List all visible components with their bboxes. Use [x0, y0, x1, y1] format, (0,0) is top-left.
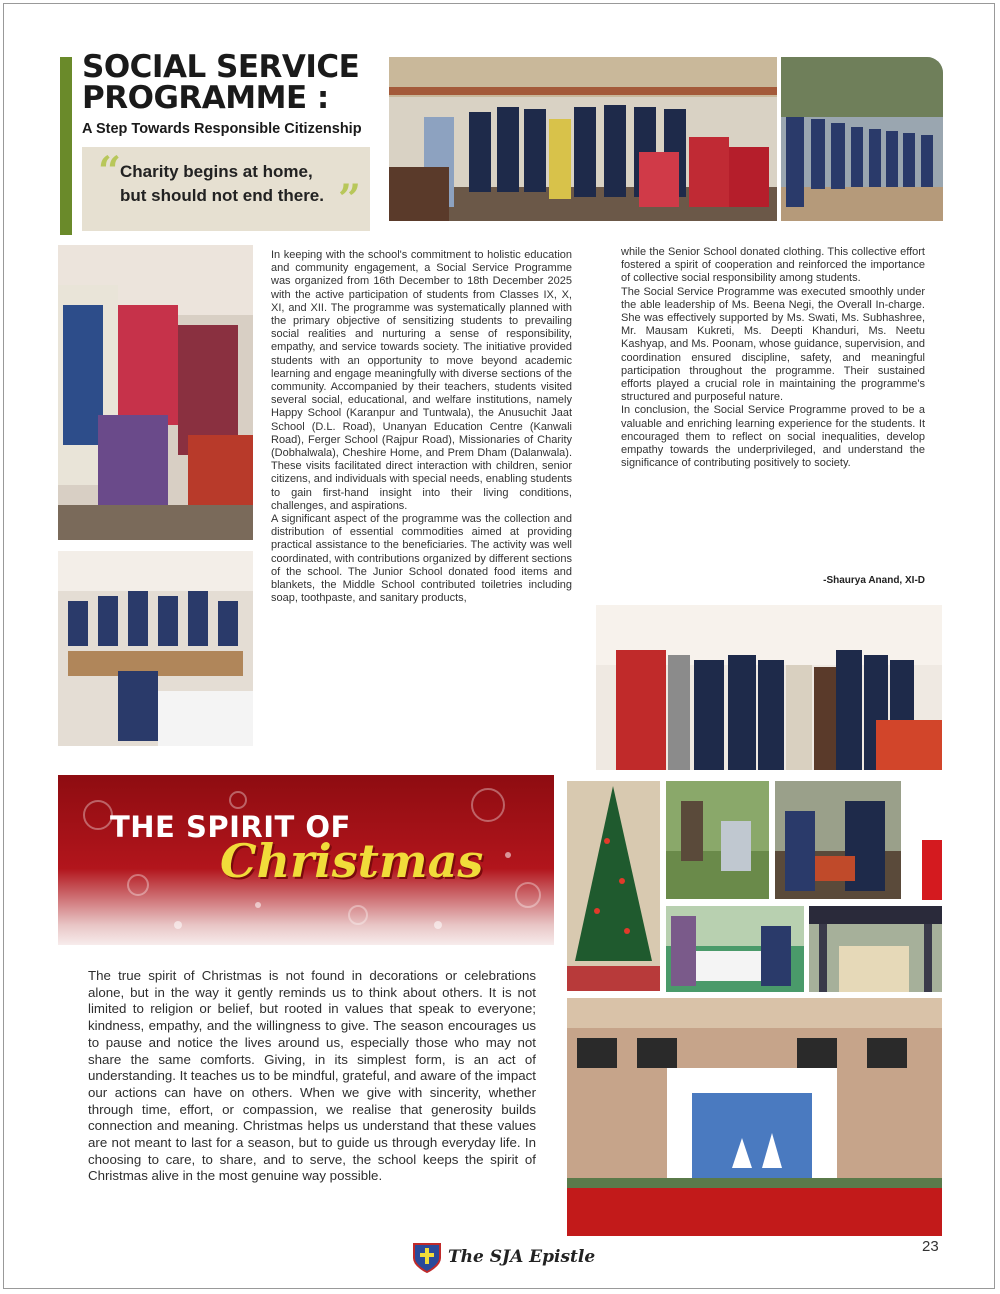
photo-decorated-gazebo: [809, 906, 942, 992]
article-column-left: [271, 249, 572, 605]
pull-quote: [120, 160, 365, 208]
page-number: 23: [922, 1238, 939, 1255]
accent-bar: [60, 57, 72, 235]
photo-classroom-students: [58, 551, 253, 746]
photo-students-crafting: [666, 781, 769, 899]
page-title: [82, 49, 382, 116]
title-line-2: PROGRAMME :: [82, 80, 329, 116]
photo-decorating-outdoors: [775, 781, 901, 899]
author-byline: -Shaurya Anand, XI-D: [823, 575, 925, 586]
photo-christmas-tree: [567, 781, 660, 991]
page-subtitle: A Step Towards Responsible Citizenship: [82, 121, 362, 137]
photo-group-with-teachers: [596, 605, 942, 770]
article-column-right: [621, 246, 925, 470]
article-paragraph: In keeping with the school's commitment to holistic education and community engagement, a Social Service Programme was organized from 16th December to 18th December 2025 with the active participation of students from Classes IX, X, XI, and XII. The programme was systematically planned with the primary objective of sensitizing students to prevailing social realities and nurturing a sense of responsibility, empathy, and service towards society. The initiative provided students with an opportunity to move beyond academic learning and engage meaningfully with diverse sections of the community. Accompanied by their teachers, students visited several social, educational, and welfare institutions, namely Happy School (Karanpur and Tuntwala), the Anusuchit Jaat School (D.L. Road), Unanyan Education Centre (Kanwali Road), Ferger School (Rajpur Road), Missionaries of Charity (Dobhalwala), Cheshire Home, and Prem Dham (Dalanwala). These visits facilitated direct interaction with children, senior citizens, and individuals with special needs, enabling students to gain first-hand insight into their living conditions, challenges, and aspirations.: [271, 249, 572, 512]
photo-group-with-elderly: [389, 57, 777, 221]
photo-visit-elderly-home: [58, 245, 253, 540]
title-line-1: SOCIAL SERVICE: [82, 49, 360, 85]
school-crest-icon: [410, 1240, 444, 1274]
photo-nativity-scene: [567, 998, 942, 1236]
article-paragraph: In conclusion, the Social Service Programme proved to be a valuable and enriching learning experience for the students. It encouraged them to reflect on social inequalities, develop empathy towards the underprivileged, and understand the significance of contributing positively to society.: [621, 404, 925, 470]
accent-tab: [922, 840, 942, 900]
quote-line-1: Charity begins at home,: [120, 162, 313, 181]
christmas-title-line-1: THE SPIRIT OF: [110, 810, 351, 844]
article-paragraph: A significant aspect of the programme was the collection and distribution of essential commodities aimed at providing practical assistance to the beneficiaries. The activity was well coordinated, with contributions organized by different sections of the school. The Junior School donated food items and blankets, the Middle School contributed toiletries including soap, toothpaste, and sanitary products,: [271, 513, 572, 605]
quote-open-icon: “: [98, 148, 122, 195]
christmas-title-line-2: Christmas: [220, 834, 484, 888]
article-paragraph: while the Senior School donated clothing. This collective effort fostered a spirit of cooperation and reinforced the importance of collective social responsibility among students.: [621, 246, 925, 285]
article-paragraph: The Social Service Programme was executed smoothly under the able leadership of Ms. Beena Negi, the Overall In-charge. She was effectively supported by Ms. Swati, Ms. Subhashree, Mr. Mausam Kukreti, Ms. Deepti Khanduri, Ms. Neetu Kashyap, and Ms. Poonam, whose guidance, supervision, and coordination ensured discipline, safety, and meaningful participation throughout the programme. Their sustained efforts played a crucial role in maintaining the programme's structured and purposeful nature.: [621, 285, 925, 404]
quote-line-2: but should not end there.: [120, 186, 324, 205]
publication-name: The SJA Epistle: [448, 1247, 596, 1267]
quote-close-icon: ”: [338, 176, 362, 223]
photo-students-drawing: [666, 906, 804, 992]
christmas-body: The true spirit of Christmas is not found in decorations or celebrations alone, but in the way it gently reminds us to think about others. It is not limited to religion or belief, but rooted in values that speak to everyone; kindness, empathy, and the willingness to give. The season encourages us to pause and notice the lives around us, especially those who may not share the same comforts. Giving, in its simplest form, is an act of understanding. It teaches us to be mindful, grateful, and aware of the impact our actions can have on others. When we give with sincerity, whether through time, effort, or compassion, we realise that generosity builds connection and meaning. Christmas helps us understand that these values are not meant to last for a season, but to guide us through everyday life. In choosing to care, to share, and to serve, the school keeps the spirit of Christmas alive in the most genuine way possible.: [88, 968, 536, 1184]
photo-students-lined-up: [781, 57, 943, 221]
